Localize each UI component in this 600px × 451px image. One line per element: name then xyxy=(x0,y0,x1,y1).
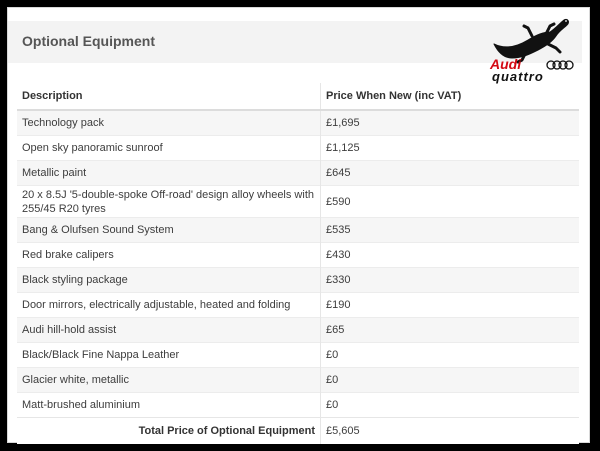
row-description: Technology pack xyxy=(17,110,321,136)
table-row xyxy=(17,318,579,343)
table-row xyxy=(17,110,579,136)
table-row xyxy=(17,343,579,368)
row-description: Metallic paint xyxy=(17,161,321,186)
row-description: Glacier white, metallic xyxy=(17,368,321,393)
audi-rings-icon xyxy=(547,61,573,69)
row-description: Audi hill-hold assist xyxy=(17,318,321,343)
column-header-description: Description xyxy=(17,83,321,110)
logo-brand: Audi xyxy=(490,56,522,72)
row-description: Door mirrors, electrically adjustable, heated and folding xyxy=(17,293,321,318)
row-price: £1,125 xyxy=(321,136,580,161)
row-price: £645 xyxy=(321,161,580,186)
row-price: £0 xyxy=(321,393,580,418)
table-row xyxy=(17,368,579,393)
row-description: Black styling package xyxy=(17,268,321,293)
row-price: £535 xyxy=(321,218,580,243)
total-value: £5,605 xyxy=(321,418,580,445)
row-description: Red brake calipers xyxy=(17,243,321,268)
row-description: 20 x 8.5J '5-double-spoke Off-road' design alloy wheels with 255/45 R20 tyres xyxy=(17,186,321,218)
table-header-row xyxy=(17,83,579,110)
table-row xyxy=(17,393,579,418)
row-price: £330 xyxy=(321,268,580,293)
row-description: Bang & Olufsen Sound System xyxy=(17,218,321,243)
row-description: Open sky panoramic sunroof xyxy=(17,136,321,161)
row-price: £190 xyxy=(321,293,580,318)
table-row xyxy=(17,136,579,161)
row-price: £430 xyxy=(321,243,580,268)
column-header-price: Price When New (inc VAT) xyxy=(321,83,580,110)
table-row xyxy=(17,293,579,318)
row-description: Matt-brushed aluminium xyxy=(17,393,321,418)
audi-quattro-logo xyxy=(488,14,580,84)
row-price: £0 xyxy=(321,368,580,393)
table-row xyxy=(17,243,579,268)
logo-model: quattro xyxy=(492,69,544,84)
row-description: Black/Black Fine Nappa Leather xyxy=(17,343,321,368)
table-row xyxy=(17,268,579,293)
table-row xyxy=(17,186,579,218)
row-price: £1,695 xyxy=(321,110,580,136)
total-label: Total Price of Optional Equipment xyxy=(17,418,321,445)
optional-equipment-table xyxy=(17,83,579,444)
table-row xyxy=(17,218,579,243)
row-price: £65 xyxy=(321,318,580,343)
section-title: Optional Equipment xyxy=(22,33,155,49)
total-row xyxy=(17,418,579,445)
table-row xyxy=(17,161,579,186)
row-price: £0 xyxy=(321,343,580,368)
row-price: £590 xyxy=(321,186,580,218)
